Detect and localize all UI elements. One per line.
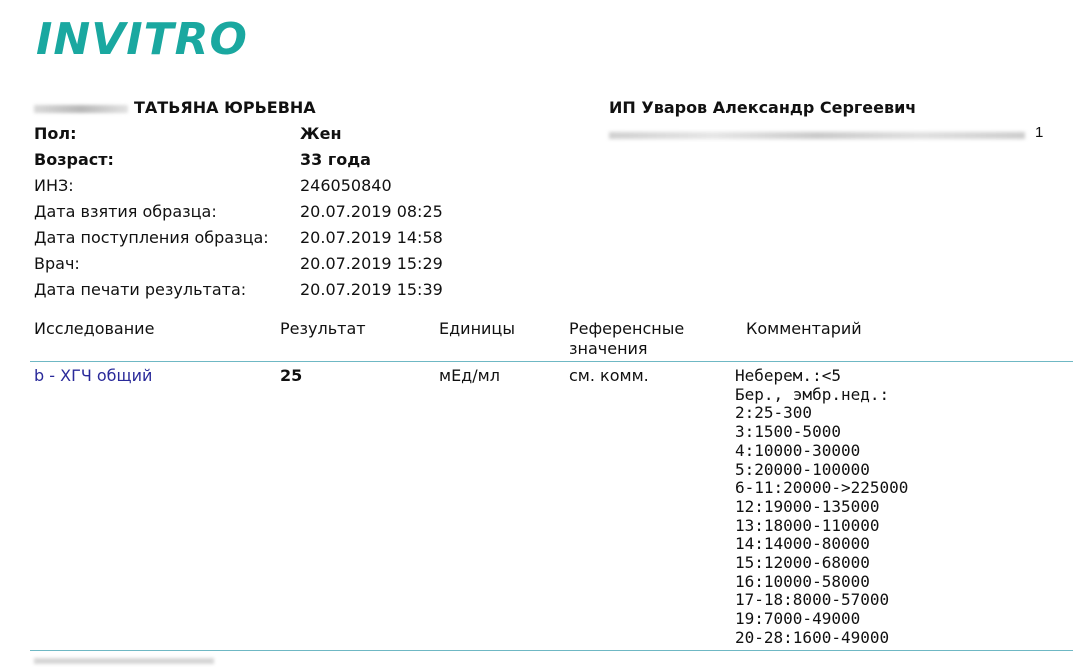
comment-line: 19:7000-49000 [735, 609, 861, 629]
comment-line: 15:12000-68000 [735, 553, 870, 573]
redacted-address [609, 132, 1025, 139]
inz-label: ИНЗ: [34, 176, 74, 195]
header-units: Единицы [439, 319, 515, 338]
comment-line: 4:10000-30000 [735, 440, 861, 460]
comment-line: 13:18000-110000 [735, 515, 880, 535]
test-reference: см. комм. [569, 366, 649, 385]
inz-value: 246050840 [300, 176, 392, 195]
age-label: Возраст: [34, 150, 114, 169]
table-bottom-rule [30, 650, 1073, 651]
doctor-label: Врач: [34, 254, 80, 273]
comment-line: 2:25-300 [735, 403, 813, 423]
redacted-footer [34, 658, 214, 664]
comment-line: Неберем.:<5 [735, 366, 841, 385]
test-comment [735, 367, 908, 648]
comment-line: 14:14000-80000 [735, 534, 870, 554]
comment-line: 16:10000-58000 [735, 571, 870, 591]
redacted-surname [34, 105, 128, 113]
doctor-value: 20.07.2019 15:29 [300, 254, 443, 273]
sex-value: Жен [300, 124, 342, 143]
comment-line: 3:1500-5000 [735, 422, 841, 442]
comment-line: 12:19000-135000 [735, 496, 880, 516]
sex-label: Пол: [34, 124, 77, 143]
sample-taken-value: 20.07.2019 08:25 [300, 202, 443, 221]
comment-line: 20-28:1600-49000 [735, 627, 890, 647]
clinic-address [609, 124, 1049, 144]
header-reference-line1: Референсные [569, 319, 685, 338]
clinic-name: ИП Уваров Александр Сергеевич [609, 98, 917, 117]
print-date-label: Дата печати результата: [34, 280, 247, 299]
comment-line: 5:20000-100000 [735, 459, 870, 479]
patient-name [34, 98, 316, 117]
test-units: мЕд/мл [439, 366, 500, 385]
invitro-logo: INVITRO [36, 14, 248, 65]
sample-received-label: Дата поступления образца: [34, 228, 269, 247]
clinic-address-tail: 1 [1035, 124, 1044, 141]
comment-line: 6-11:20000->225000 [735, 478, 909, 498]
comment-line: 17-18:8000-57000 [735, 590, 890, 610]
header-comment: Комментарий [746, 319, 862, 338]
header-result: Результат [280, 319, 366, 338]
header-reference-line2: значения [569, 339, 648, 358]
sample-received-value: 20.07.2019 14:58 [300, 228, 443, 247]
print-date-value: 20.07.2019 15:39 [300, 280, 443, 299]
comment-line: Бер., эмбр.нед.: [735, 384, 890, 404]
sample-taken-label: Дата взятия образца: [34, 202, 217, 221]
header-reference [569, 319, 684, 359]
test-name: b - ХГЧ общий [34, 366, 153, 385]
table-header-rule [30, 361, 1073, 362]
test-result: 25 [280, 366, 303, 385]
age-value: 33 года [300, 150, 371, 169]
header-test: Исследование [34, 319, 155, 338]
patient-name-text: ТАТЬЯНА ЮРЬЕВНА [134, 98, 316, 117]
